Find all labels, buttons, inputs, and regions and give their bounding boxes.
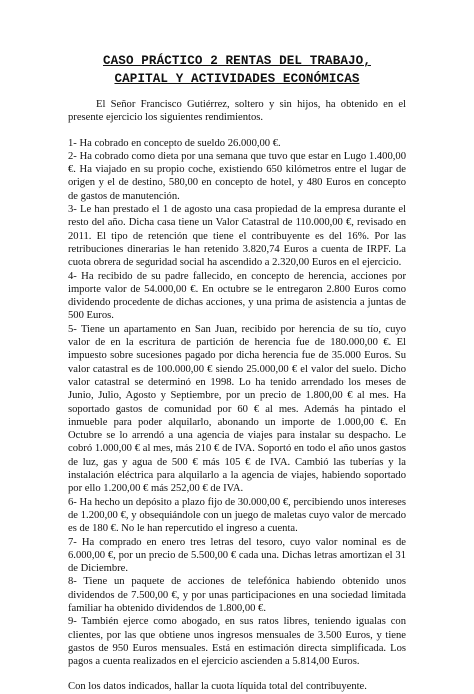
list-item: 8- Tiene un paquete de acciones de telefónica habiendo obtenido unos dividendos de 7.500,00 €, y por unas participaciones en una sociedad limitada familiar ha obtenido dividendos de 1.800,00 €. (68, 576, 406, 614)
list-item: 4- Ha recibido de su padre fallecido, en concepto de herencia, acciones por importe valor de 54.000,00 €. En octubre se le entregaron 2.800 Euros como dividendo procedente de dichas acciones, y una prima de asistencia a juntas de 500 Euros. (68, 270, 406, 322)
list-item: 7- Ha comprado en enero tres letras del tesoro, cuyo valor nominal es de 6.000,00 €, por un precio de 5.500,00 € cada una. Dichas letras amortizan el 31 de Diciembre. (68, 536, 406, 575)
title-line-1: CASO PRÁCTICO 2 RENTAS DEL TRABAJO, (102, 54, 371, 68)
conclusion-paragraph: Con los datos indicados, hallar la cuota líquida total del contribuyente. (68, 681, 367, 693)
list-item: 5- Tiene un apartamento en San Juan, recibido por herencia de su tío, cuyo valor de en la escritura de partición de herencia fue de 180.000,00 €. El impuesto sobre sucesiones pagado por dicha herencia fue de 35.000 Euros. Su valor catastral es de 100.000,00 € siendo 25.000,00 € el valor del suelo. Dicho valor catastral se determinó en 1998. Lo ha tenido arrendado los meses de Junio, Julio, Agosto y Septiembre, por un precio de 1.800,00 € al mes. Ha soportado gastos de comunidad por 60 € al mes. Además ha pintado el inmueble para poder alquilarlo, abonando un importe de 1.000,00 €. En Octubre se lo arrendó a una agencia de viajes para instalar su despacho. Le cobró 1.000,00 € al mes, más 210 € de IVA. Soportó en todo el año unos gastos de luz, gas y agua de 500 € más 105 € de IVA. Cambió las tuberías y la instalación eléctrica para alquilarlo a la agencia de viajes, habiendo soportado por ello 1.200,00 € más 252,00 € de IVA. (68, 323, 406, 495)
list-item: 6- Ha hecho un depósito a plazo fijo de 30.000,00 €, percibiendo unos intereses de 1.200,00 €, y obsequiándole con un juego de maletas cuyo valor de mercado es de 180 €. No le han repercutido el ingreso a cuenta. (68, 496, 406, 535)
document-title (68, 52, 406, 88)
list-item: 9- También ejerce como abogado, en sus ratos libres, teniendo igualas con clientes, por las que obtiene unos ingresos mensuales de 3.500 Euros, y tiene gastos de 950 Euros mensuales. Está en estimación directa simplificada. Los pagos a cuenta realizados en el ejercicio ascienden a 5.814,00 Euros. (68, 616, 406, 668)
list-item: 1- Ha cobrado en concepto de sueldo 26.000,00 €. (68, 137, 281, 149)
intro-paragraph: El Señor Francisco Gutiérrez, soltero y sin hijos, ha obtenido en el presente ejercicio los siguientes rendimientos. (68, 99, 406, 124)
income-list (68, 137, 406, 669)
list-item: 2- Ha cobrado como dieta por una semana que tuvo que estar en Lugo 1.400,00 €. Ha viajado en su propio coche, existiendo 650 kilómetros entre el lugar de origen y el de destino, 580,00 en concepto de hotel, y 480 Euros en concepto de gastos de manutención. (68, 150, 406, 202)
list-item: 3- Le han prestado el 1 de agosto una casa propiedad de la empresa durante el resto del año. Dicha casa tiene un Valor Catastral de 110.000,00 €, revisado en 2011. El tipo de retención que tiene el contribuyente es del 16%. Por las retribuciones dinerarias le han retenido 3.820,74 Euros a cuenta de IRPF. La cuota obrera de seguridad social ha ascendido a 2.320,00 Euros en el ejercicio. (68, 204, 406, 269)
title-line-2: CAPITAL Y ACTIVIDADES ECONÓMICAS (114, 72, 360, 86)
